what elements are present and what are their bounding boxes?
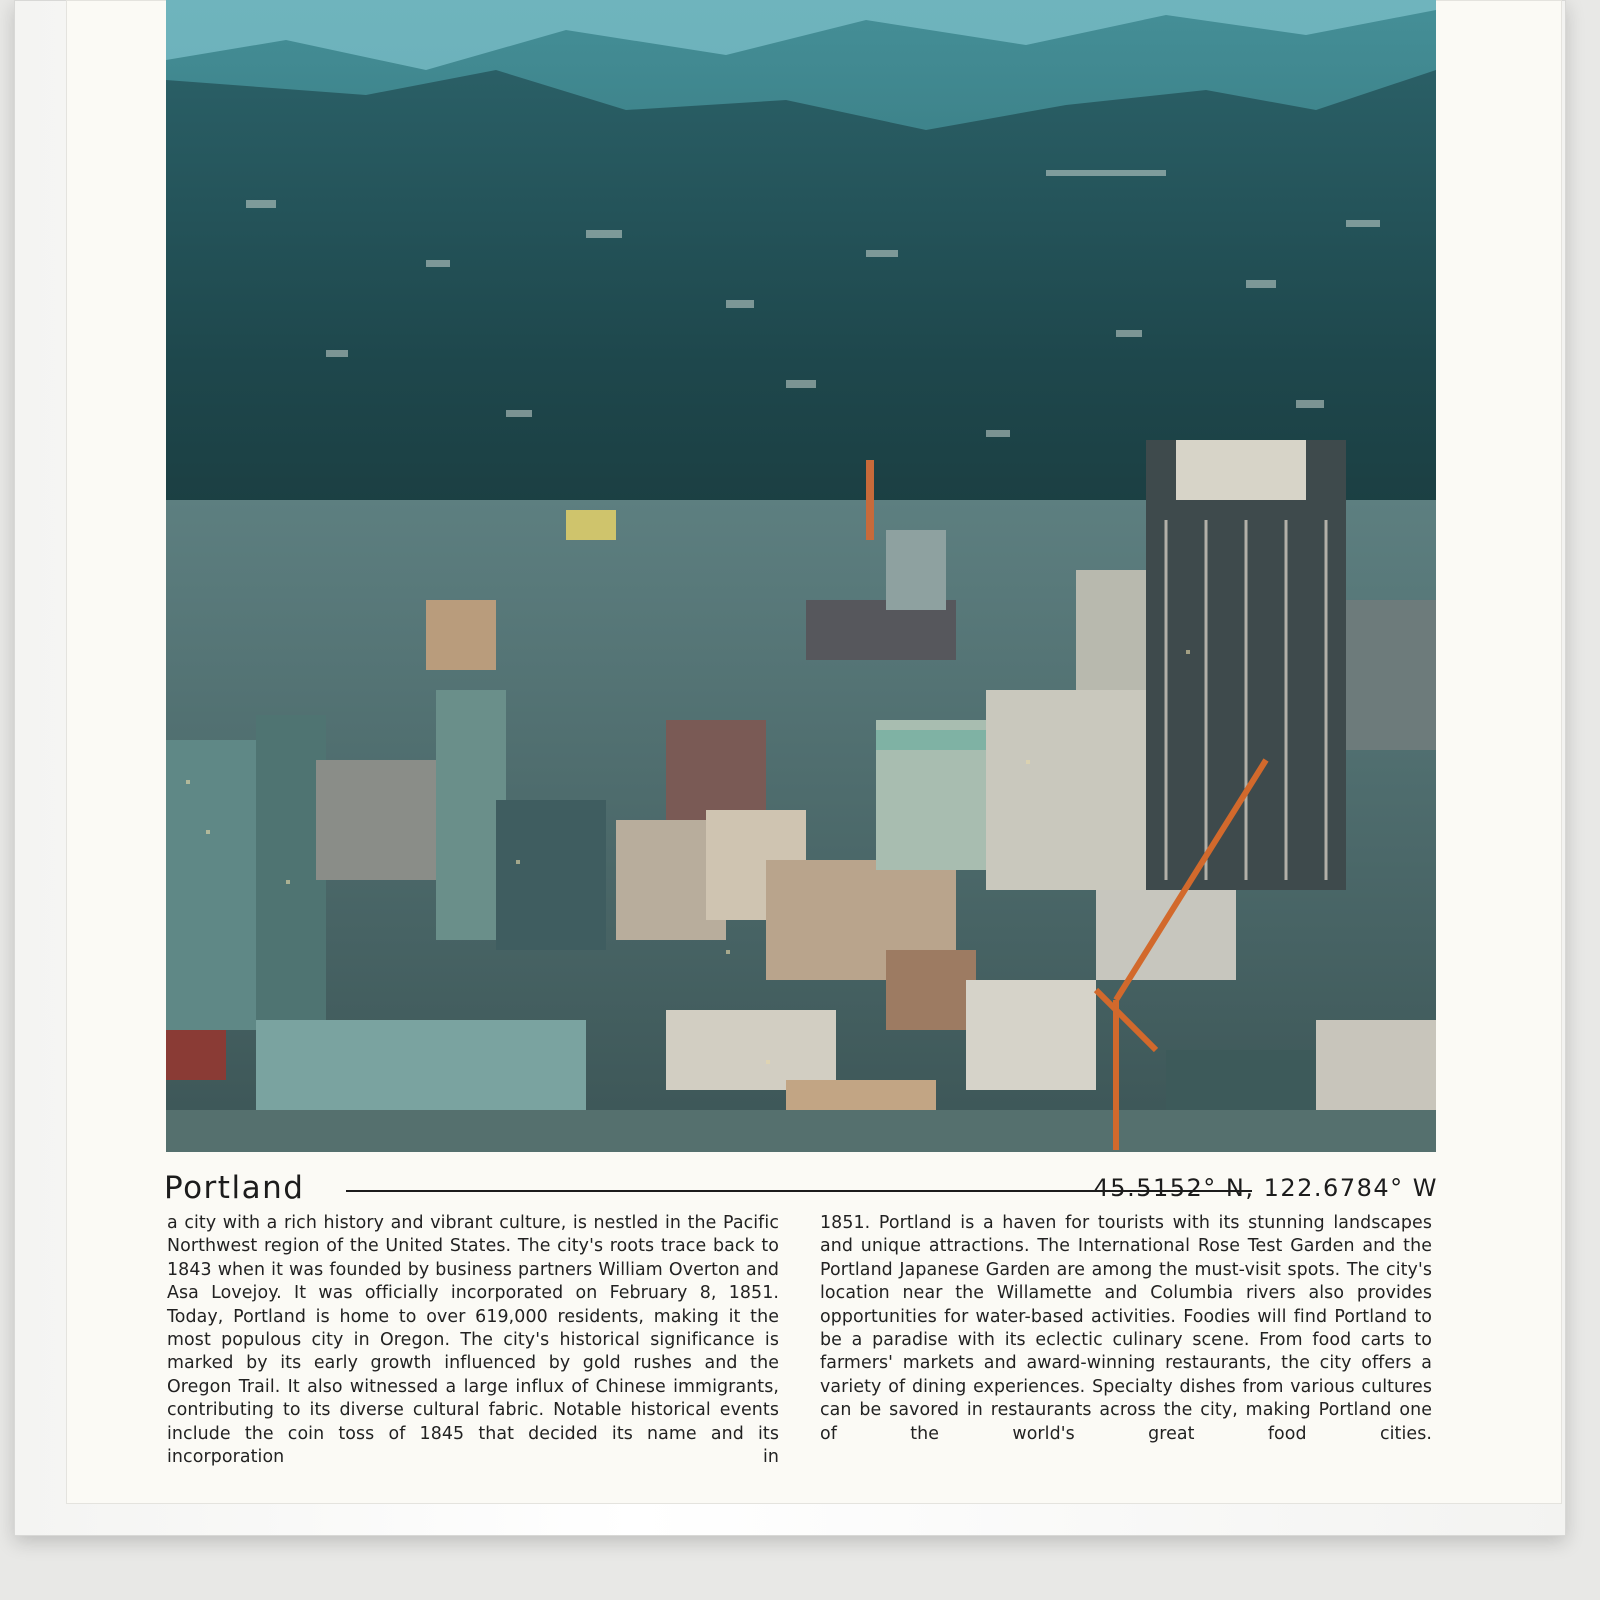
description-column-left: a city with a rich history and vibrant culture, is nestled in the Pacific Northwest region of the United States. The city's roots trace back to 1843 when it was founded by business partners William Overton and Asa Lovejoy. It was officially incorporated on February 8, 1851. Today, Portland is home to over 619,000 residents, making it the most populous city in Oregon. The city's historical significance is marked by its early growth influenced by gold rushes and the Oregon Trail. It also witnessed a large influx of Chinese immigrants, contributing to its diverse cultural fabric. Notable historical events include the coin toss of 1845 that decided its name and its incorporation in bbox=[167, 1213, 779, 1468]
title-row bbox=[164, 1168, 1438, 1212]
city-name-title: Portland bbox=[164, 1170, 305, 1206]
coordinates-label: 45.5152° N, 122.6784° W bbox=[1093, 1174, 1438, 1202]
city-skyline-photo bbox=[166, 0, 1436, 1152]
description-column-right: 1851. Portland is a haven for tourists with its stunning landscapes and unique attractions. The International Rose Test Garden and the Portland Japanese Garden are among the must-visit spots. The city's location near the Willamette and Columbia rivers also provides opportunities for water-based activities. Foodies will find Portland to be a paradise with its eclectic culinary scene. From food carts to farmers' markets and award-winning restaurants, the city offers a variety of dining experiences. Specialty dishes from various cultures can be savored in restaurants across the city, making Portland one of the world's great food cities. bbox=[820, 1213, 1432, 1444]
